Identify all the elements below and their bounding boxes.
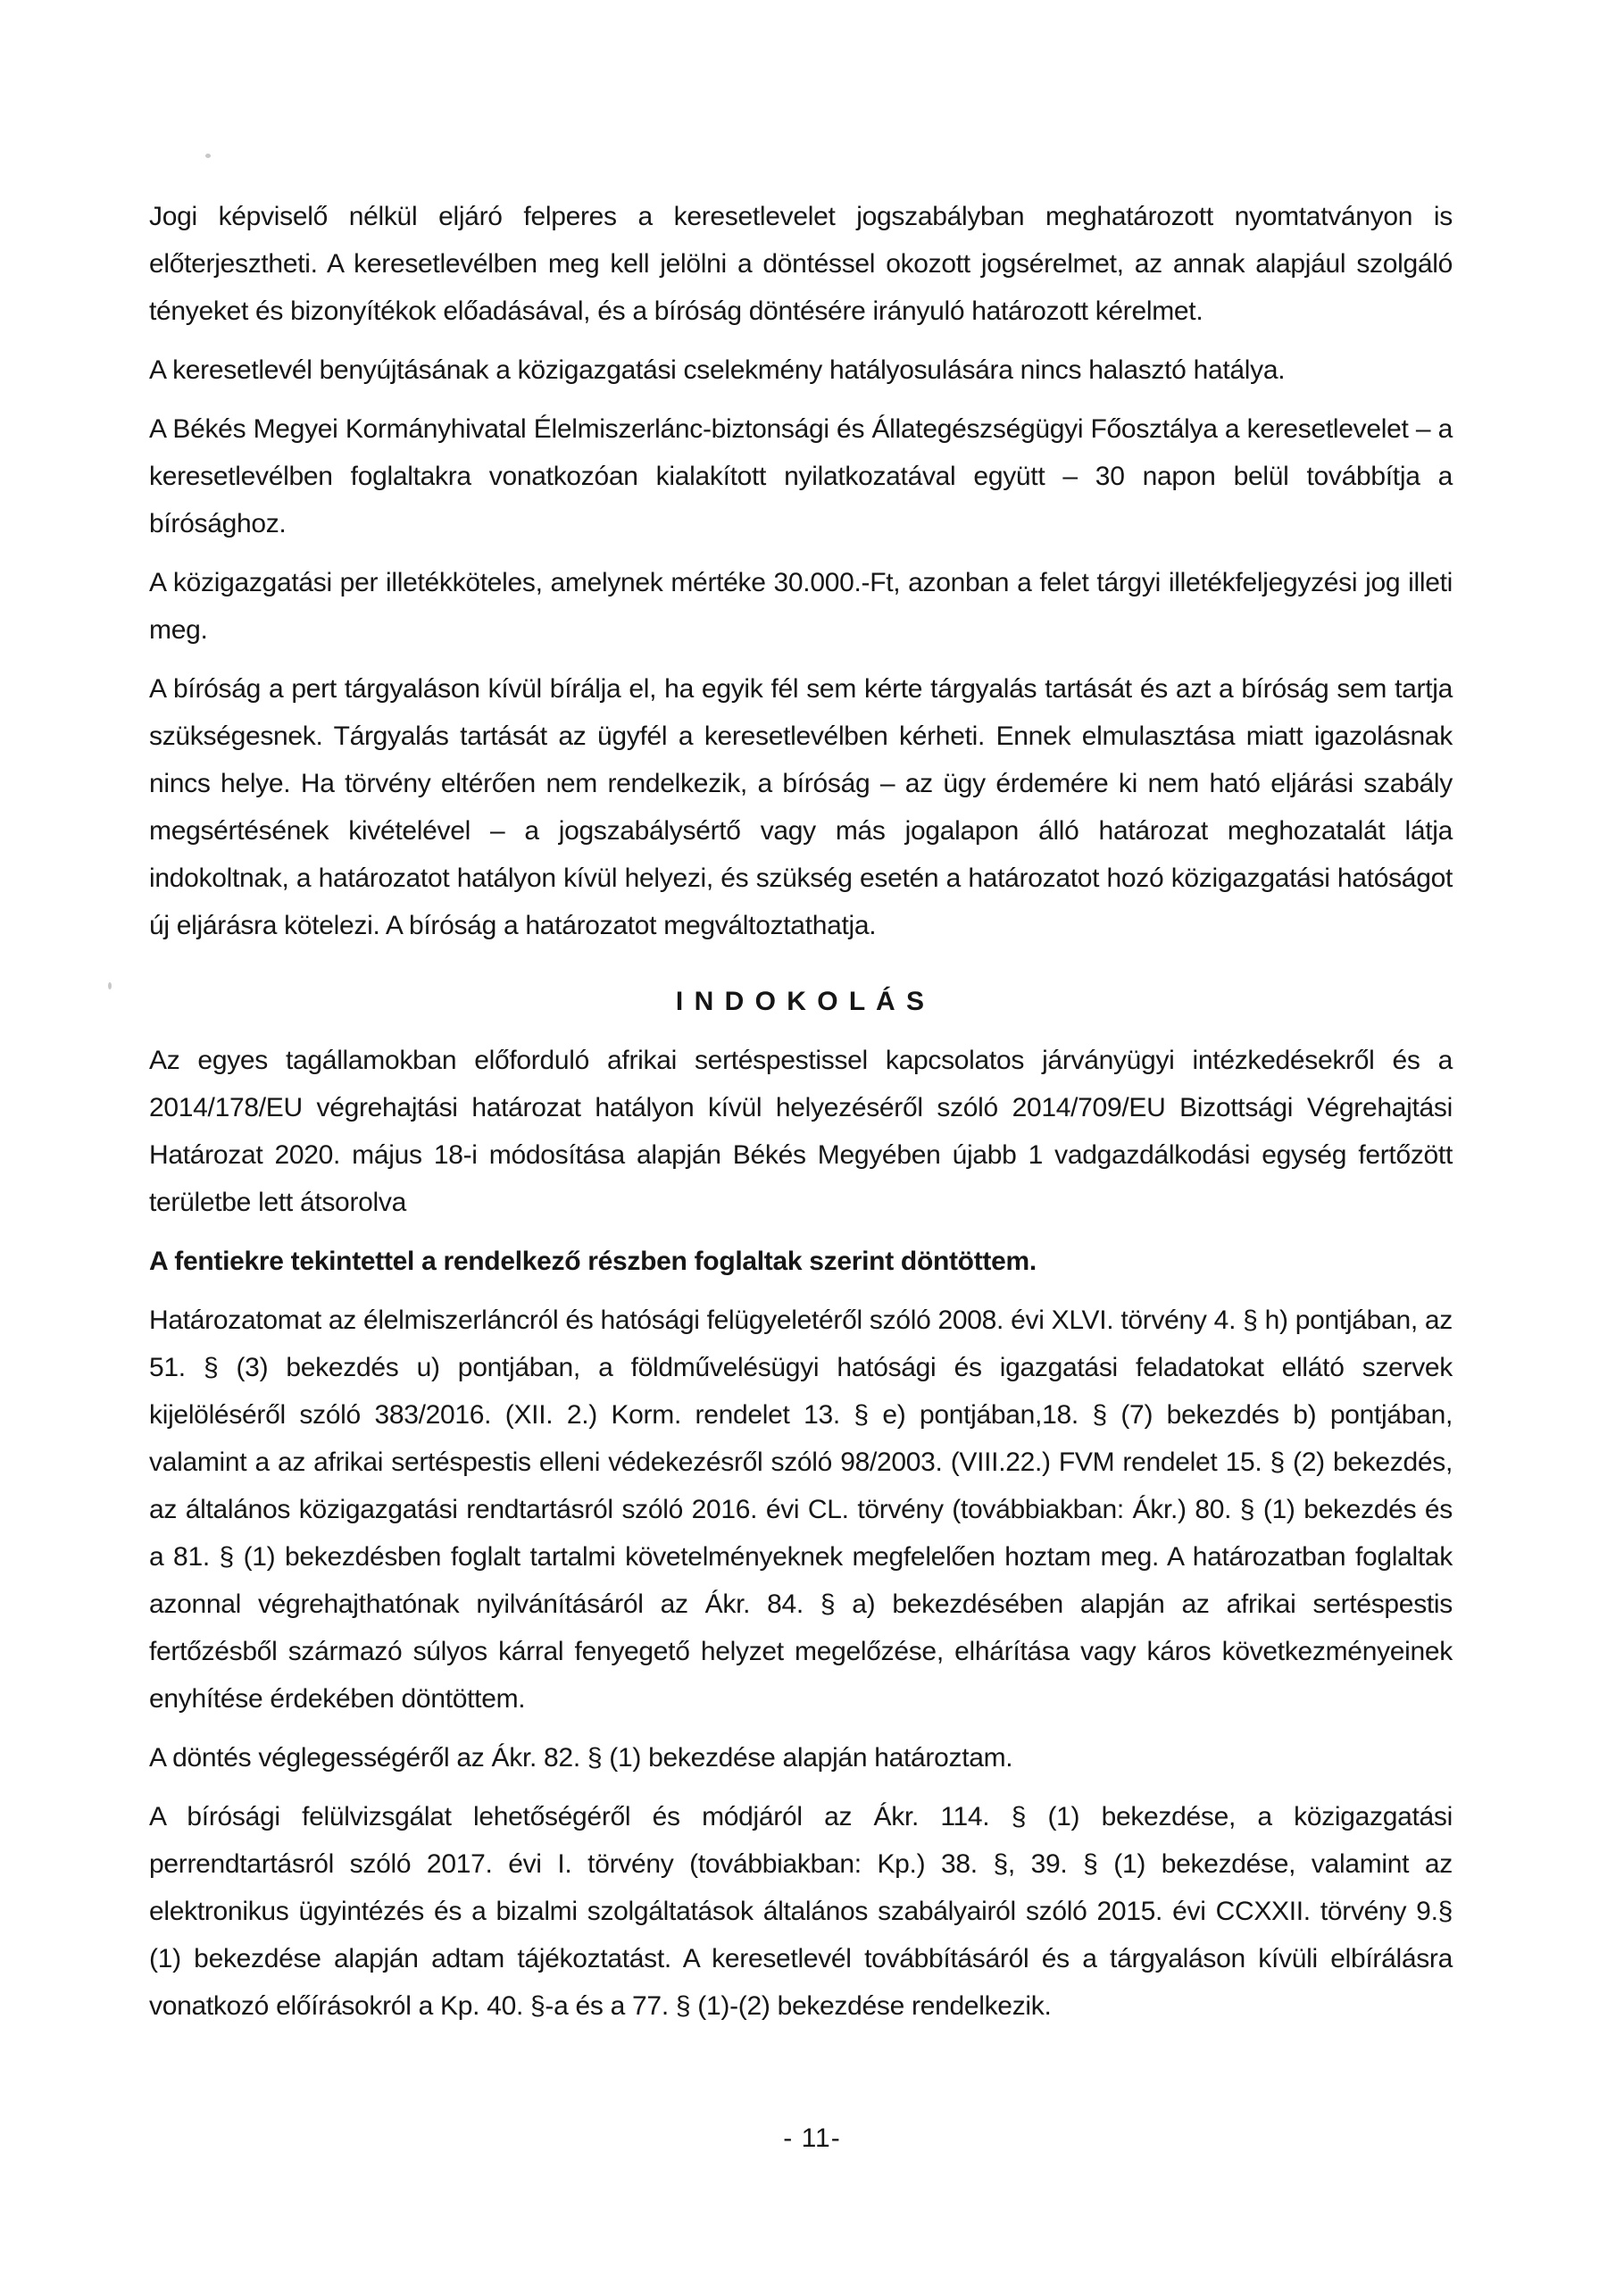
paragraph-legal-representation: Jogi képviselő nélkül eljáró felperes a keresetlevelet jogszabályban meghatározott nyomtatványon is előterjesztheti. A keresetlevélben meg kell jelölni a döntéssel okozott jogsérelmet, az annak alapjául szolgáló tényeket és bizonyítékok előadásával, és a bíróság döntésére irányuló határozott kérelmet. [149,202,1453,326]
paragraph-court-procedure: A bíróság a pert tárgyaláson kívül bírálja el, ha egyik fél sem kérte tárgyalás tartását és azt a bíróság sem tartja szükségesnek. Tárgyalás tartását az ügyfél a keresetlevélben kérheti. Ennek elmulasztása miatt igazolásnak nincs helye. Ha törvény eltérően nem rendelkezik, a bíróság – az ügy érdemére ki nem ható eljárási szabály megsértésének kivételével – a jogszabálysértő vagy más jogalapon álló határozat meghozatalát látja indokoltnak, a határozatot hatályon kívül helyezi, és szükség esetén a határozatot hozó közigazgatási hatóságot új eljárásra kötelezi. A bíróság a határozatot megváltoztathatja. [149,674,1453,940]
paragraph-no-suspensive-effect: A keresetlevél benyújtásának a közigazgatási cselekmény hatályosulására nincs halasztó hatálya. [149,355,1286,385]
paragraph-court-fee: A közigazgatási per illetékköteles, amelynek mértéke 30.000.-Ft, azonban a felet tárgyi illetékfeljegyzési jog illeti meg. [149,568,1453,645]
paragraph-claim-forwarding: A Békés Megyei Kormányhivatal Élelmiszerlánc-biztonsági és Állategészségügyi Főosztálya a keresetlevelet – a keresetlevélben foglaltakra vonatkozóan kialakított nyilatkozatával együtt – 30 napon belül továbbítja a bírósághoz. [149,414,1453,538]
page-number: - 11- [783,2123,841,2153]
paragraph-asf-reclassification: Az egyes tagállamokban előforduló afrikai sertéspestissel kapcsolatos járványügyi intézkedésekről és a 2014/178/EU végrehajtási határozat hatályon kívül helyezéséről szóló 2014/709/EU Bizottsági Végrehajtási Határozat 2020. május 18-i módosítása alapján Békés Megyében újabb 1 vadgazdálkodási egység fertőzött területbe lett átsorolva [149,1046,1453,1217]
scan-artifact-dot [205,154,211,158]
paragraph-finality: A döntés véglegességéről az Ákr. 82. § (1) bekezdése alapján határoztam. [149,1743,1013,1773]
paragraph-judicial-review-info: A bírósági felülvizsgálat lehetőségéről és módjáról az Ákr. 114. § (1) bekezdése, a közigazgatási perrendtartásról szóló 2017. évi I. törvény (továbbiakban: Kp.) 38. §, 39. § (1) bekezdése, valamint az elektronikus ügyintézés és a bizalmi szolgáltatások általános szabályairól szóló 2015. évi CCXXII. törvény 9.§ (1) bekezdése alapján adtam tájékoztatást. A keresetlevél továbbításáról és a tárgyaláson kívüli elbírálásra vonatkozó előírásokról a Kp. 40. §-a és a 77. § (1)-(2) bekezdése rendelkezik. [149,1802,1453,2021]
paragraph-decision-statement-bold: A fentiekre tekintettel a rendelkező részben foglaltak szerint döntöttem. [149,1247,1037,1276]
paragraph-legal-basis: Határozatomat az élelmiszerláncról és hatósági felügyeletéről szóló 2008. évi XLVI. törvény 4. § h) pontjában, az 51. § (3) bekezdés u) pontjában, a földművelésügyi hatósági és igazgatási feladatokat ellátó szervek kijelöléséről szóló 383/2016. (XII. 2.) Korm. rendelet 13. § e) pontjában,18. § (7) bekezdés b) pontjában, valamint a az afrikai sertéspestis elleni védekezésről szóló 98/2003. (VIII.22.) FVM rendelet 15. § (2) bekezdés, az általános közigazgatási rendtartásról szóló 2016. évi CL. törvény (továbbiakban: Ákr.) 80. § (1) bekezdés és a 81. § (1) bekezdésben foglalt tartalmi követelményeknek megfelelően hoztam meg. A határozatban foglaltak azonnal végrehajthatónak nyilvánításáról az Ákr. 84. § a) bekezdésében alapján az afrikai sertéspestis fertőzésből származó súlyos kárral fenyegető helyzet megelőzése, elhárítása vagy káros következményeinek enyhítése érdekében döntöttem. [149,1306,1453,1714]
document-body [149,193,1453,2041]
section-heading-indokolas: I N D O K O L Á S [675,987,927,1016]
scan-artifact-dot [108,982,112,989]
